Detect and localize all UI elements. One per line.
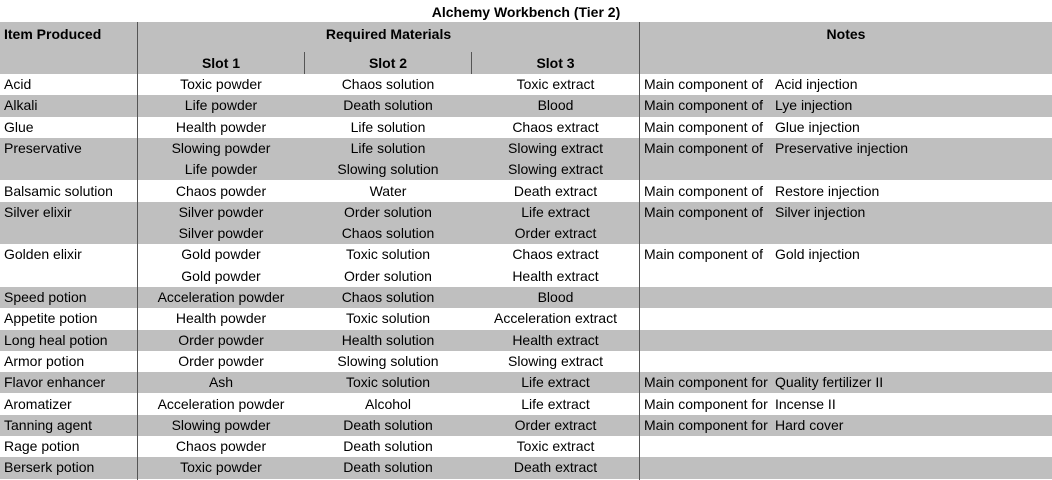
column-divider bbox=[137, 22, 138, 480]
slot-3-material: Chaos extract bbox=[512, 118, 599, 135]
slot-3-material: Chaos extract bbox=[512, 246, 599, 263]
note-prefix: Main component of bbox=[644, 139, 764, 156]
note-prefix: Main component for bbox=[644, 395, 768, 412]
item-produced: Berserk potion bbox=[4, 459, 95, 476]
header-slot-1: Slot 1 bbox=[201, 55, 241, 71]
slot-1-material: Slowing powder bbox=[171, 139, 271, 156]
slot-1-material: Health powder bbox=[175, 310, 267, 327]
note-prefix: Main component for bbox=[644, 416, 768, 433]
note-target: Glue injection bbox=[775, 118, 860, 135]
slot-3-material: Blood bbox=[537, 97, 574, 114]
slot-1-material: Chaos powder bbox=[175, 182, 267, 199]
slot-3-material: Slowing extract bbox=[508, 161, 603, 178]
slot-2-material: Chaos solution bbox=[341, 225, 435, 242]
slot-3-material: Toxic extract bbox=[516, 76, 595, 92]
note-target: Restore injection bbox=[775, 182, 880, 199]
slot-3-material: Slowing extract bbox=[508, 139, 603, 156]
header-notes: Notes bbox=[826, 26, 866, 42]
slot-2-material: Death solution bbox=[343, 97, 433, 114]
slot-2-material: Toxic solution bbox=[345, 374, 431, 391]
table-row bbox=[0, 244, 1052, 287]
note-prefix: Main component for bbox=[644, 374, 768, 391]
item-produced: Tanning agent bbox=[4, 416, 92, 433]
table-row bbox=[0, 117, 1052, 138]
column-divider bbox=[304, 52, 305, 74]
note-target: Incense II bbox=[775, 395, 836, 412]
slot-1-material: Slowing powder bbox=[171, 416, 271, 433]
note-prefix: Main component of bbox=[644, 118, 764, 135]
item-produced: Long heal potion bbox=[4, 331, 108, 348]
column-divider bbox=[639, 22, 640, 480]
slot-1-material: Acceleration powder bbox=[157, 289, 285, 305]
slot-3-material: Toxic extract bbox=[516, 438, 595, 455]
table-row bbox=[0, 202, 1052, 245]
slot-1-material: Life powder bbox=[184, 161, 258, 178]
column-divider bbox=[471, 52, 472, 74]
slot-2-material: Chaos solution bbox=[341, 76, 435, 92]
note-target: Hard cover bbox=[775, 416, 844, 433]
note-prefix: Main component of bbox=[644, 182, 764, 199]
note-target: Silver injection bbox=[775, 203, 866, 220]
table-row bbox=[0, 415, 1052, 436]
table-row bbox=[0, 287, 1052, 308]
header-slot-3: Slot 3 bbox=[536, 55, 575, 71]
slot-3-material: Life extract bbox=[521, 395, 590, 412]
slot-3-material: Health extract bbox=[512, 331, 599, 348]
slot-3-material: Acceleration extract bbox=[494, 310, 617, 327]
slot-1-material: Silver powder bbox=[178, 203, 264, 220]
header-item-produced: Item Produced bbox=[4, 26, 102, 42]
header-slot-2: Slot 2 bbox=[368, 55, 408, 71]
slot-2-material: Health solution bbox=[341, 331, 435, 348]
slot-2-material: Slowing solution bbox=[337, 161, 439, 178]
item-produced: Preservative bbox=[4, 139, 82, 156]
slot-2-material: Slowing solution bbox=[337, 352, 439, 369]
table-row bbox=[0, 95, 1052, 116]
slot-2-material: Chaos solution bbox=[341, 289, 435, 305]
item-produced: Balsamic solution bbox=[4, 182, 113, 199]
table-row bbox=[0, 351, 1052, 372]
item-produced: Rage potion bbox=[4, 438, 80, 455]
slot-1-material: Ash bbox=[208, 374, 234, 391]
table-row bbox=[0, 308, 1052, 329]
note-prefix: Main component of bbox=[644, 203, 764, 220]
slot-1-material: Health powder bbox=[175, 118, 267, 135]
slot-3-material: Order extract bbox=[514, 416, 597, 433]
item-produced: Speed potion bbox=[4, 289, 87, 305]
slot-2-material: Death solution bbox=[343, 459, 433, 476]
slot-3-material: Slowing extract bbox=[508, 352, 603, 369]
slot-2-material: Life solution bbox=[350, 118, 426, 135]
table-row bbox=[0, 181, 1052, 202]
table-title: Alchemy Workbench (Tier 2) bbox=[431, 4, 621, 20]
slot-1-material: Acceleration powder bbox=[157, 395, 285, 412]
table-row bbox=[0, 457, 1052, 478]
slot-1-material: Order powder bbox=[178, 352, 264, 369]
item-produced: Golden elixir bbox=[4, 246, 82, 263]
header-item-cell bbox=[0, 22, 137, 74]
table-row bbox=[0, 330, 1052, 351]
item-produced: Appetite potion bbox=[4, 310, 98, 327]
slot-2-material: Alcohol bbox=[365, 395, 411, 412]
slot-2-material: Water bbox=[369, 182, 407, 199]
slot-2-material: Life solution bbox=[350, 139, 426, 156]
note-target: Gold injection bbox=[775, 246, 860, 263]
note-prefix: Main component of bbox=[644, 76, 764, 92]
slot-2-material: Toxic solution bbox=[345, 310, 431, 327]
slot-1-material: Toxic powder bbox=[180, 76, 262, 92]
slot-1-material: Life powder bbox=[184, 97, 258, 114]
note-target: Quality fertilizer II bbox=[775, 374, 884, 391]
item-produced: Armor potion bbox=[4, 352, 85, 369]
item-produced: Glue bbox=[4, 118, 34, 135]
slot-3-material: Blood bbox=[537, 289, 574, 305]
slot-3-material: Life extract bbox=[521, 374, 590, 391]
slot-1-material: Toxic powder bbox=[180, 459, 262, 476]
slot-2-material: Death solution bbox=[343, 438, 433, 455]
item-produced: Flavor enhancer bbox=[4, 374, 106, 391]
slot-1-material: Order powder bbox=[178, 331, 264, 348]
slot-3-material: Life extract bbox=[521, 203, 590, 220]
slot-1-material: Silver powder bbox=[178, 225, 264, 242]
slot-2-material: Order solution bbox=[344, 203, 432, 220]
note-target: Preservative injection bbox=[775, 139, 909, 156]
slot-2-material: Death solution bbox=[343, 416, 433, 433]
table-row bbox=[0, 74, 1052, 95]
item-produced: Aromatizer bbox=[4, 395, 72, 412]
slot-3-material: Death extract bbox=[513, 459, 598, 476]
slot-2-material: Toxic solution bbox=[345, 246, 431, 263]
slot-1-material: Chaos powder bbox=[175, 438, 267, 455]
slot-1-material: Gold powder bbox=[181, 267, 261, 284]
slot-3-material: Health extract bbox=[512, 267, 599, 284]
slot-1-material: Gold powder bbox=[181, 246, 261, 263]
note-prefix: Main component of bbox=[644, 246, 764, 263]
table-row bbox=[0, 394, 1052, 415]
slot-3-material: Order extract bbox=[514, 225, 597, 242]
note-prefix: Main component of bbox=[644, 97, 764, 114]
slot-2-material: Order solution bbox=[344, 267, 432, 284]
note-target: Lye injection bbox=[775, 97, 853, 114]
item-produced: Alkali bbox=[4, 97, 38, 114]
table-row bbox=[0, 138, 1052, 181]
slot-3-material: Death extract bbox=[513, 182, 598, 199]
note-target: Acid injection bbox=[775, 76, 858, 92]
item-produced: Acid bbox=[4, 76, 32, 92]
table-row bbox=[0, 436, 1052, 457]
item-produced: Silver elixir bbox=[4, 203, 72, 220]
header-notes-cell bbox=[640, 22, 1052, 74]
table-row bbox=[0, 372, 1052, 393]
header-required-materials: Required Materials bbox=[325, 26, 452, 42]
